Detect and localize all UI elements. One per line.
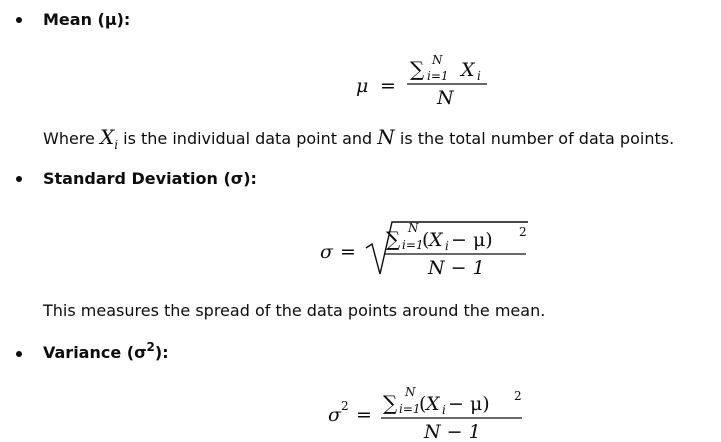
heading-text: ): bbox=[154, 343, 169, 362]
minus-mu: − μ) bbox=[448, 393, 490, 415]
note-var-n: N bbox=[377, 125, 395, 149]
variance-lhs-symbol: σ bbox=[328, 404, 341, 426]
variance-heading bbox=[43, 340, 169, 364]
sum-term: X bbox=[429, 229, 443, 251]
equals-sign: = bbox=[380, 75, 396, 97]
denominator: N − 1 bbox=[424, 421, 481, 442]
sum-term: X bbox=[426, 393, 440, 415]
sum-term: X bbox=[461, 59, 475, 81]
sum-lower-limit: i=1 bbox=[427, 69, 449, 83]
open-paren: ( bbox=[422, 229, 430, 251]
power-exponent: 2 bbox=[514, 389, 522, 403]
note-text: is the total number of data points. bbox=[394, 129, 675, 148]
open-paren: ( bbox=[419, 393, 427, 415]
sum-upper-limit: N bbox=[408, 221, 419, 235]
sum-lower-limit: i=1 bbox=[402, 238, 424, 252]
mean-lhs-symbol: μ bbox=[356, 75, 369, 97]
sum-upper-limit: N bbox=[432, 53, 443, 67]
heading-superscript: 2 bbox=[146, 340, 155, 354]
denominator: N − 1 bbox=[428, 257, 485, 279]
mean-heading: Mean (μ): bbox=[43, 10, 131, 29]
sum-symbol: ∑ bbox=[410, 57, 425, 81]
bullet-icon bbox=[16, 17, 22, 23]
std-dev-heading: Standard Deviation (σ): bbox=[43, 169, 257, 188]
sum-term-subscript: i bbox=[445, 239, 449, 253]
sum-symbol: ∑ bbox=[386, 227, 401, 251]
note-text: is the individual data point and bbox=[118, 129, 378, 148]
sum-term-subscript: i bbox=[477, 69, 481, 83]
equals-sign: = bbox=[340, 241, 356, 263]
bullet-icon bbox=[16, 351, 22, 357]
note-var-x-subscript: i bbox=[114, 138, 119, 152]
std-dev-lhs-symbol: σ bbox=[320, 241, 333, 263]
variance-lhs-power: 2 bbox=[341, 399, 349, 413]
note-text: Where bbox=[43, 129, 100, 148]
sum-lower-limit: i=1 bbox=[399, 402, 421, 416]
sum-symbol: ∑ bbox=[383, 391, 398, 415]
bullet-icon bbox=[16, 176, 22, 182]
note-var-x: X bbox=[99, 125, 115, 149]
sum-term-subscript: i bbox=[442, 403, 446, 417]
heading-text: Variance (σ bbox=[43, 343, 147, 362]
minus-mu: − μ) bbox=[451, 229, 493, 251]
mean-note bbox=[43, 126, 674, 151]
denominator: N bbox=[437, 87, 454, 109]
square-root-sign bbox=[366, 222, 528, 274]
equals-sign: = bbox=[356, 404, 372, 426]
sum-upper-limit: N bbox=[405, 385, 416, 399]
power-exponent: 2 bbox=[519, 225, 527, 239]
std-dev-note: This measures the spread of the data points around the mean. bbox=[43, 301, 546, 320]
